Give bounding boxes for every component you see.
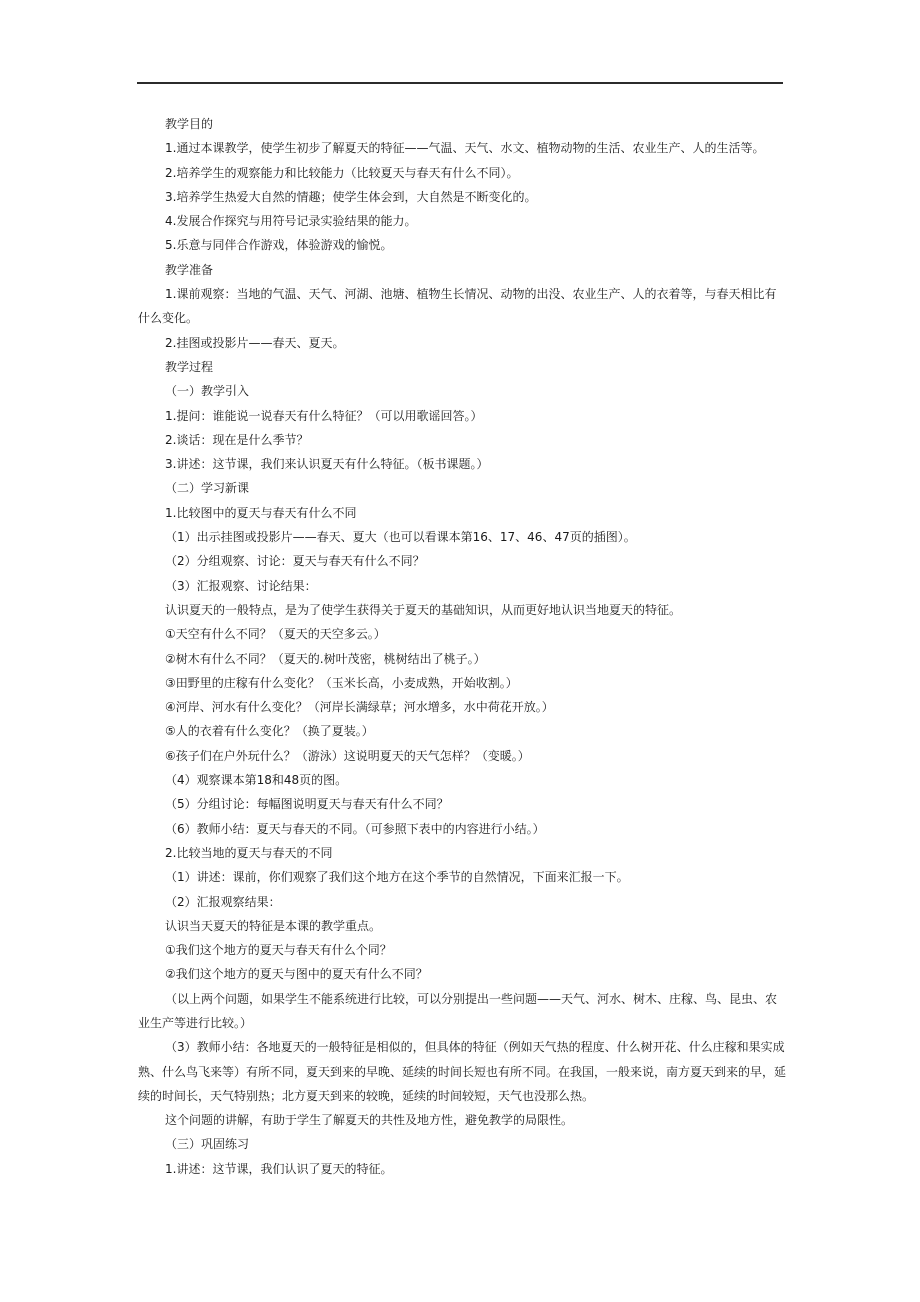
heading-teaching-prep: 教学准备 xyxy=(165,262,214,277)
section-new-lesson: （二）学习新课 xyxy=(165,481,250,496)
question-crops: ③田野里的庄稼有什么变化？（玉米长高，小麦成熟，开始收割。） xyxy=(165,675,518,690)
new-1-2: （2）分组观察、讨论：夏天与春天有什么不同？ xyxy=(165,554,425,569)
heading-teaching-process: 教学过程 xyxy=(165,359,214,374)
prep-1: 1.课前观察：当地的气温、天气、河湖、池塘、植物生长情况、动物的出没、农业生产、人的衣着等，与春天相比有什么变化。 xyxy=(138,287,777,326)
goal-3: 3.培养学生热爱大自然的情趣；使学生体会到，大自然是不断变化的。 xyxy=(165,189,537,204)
comparison-hint: （以上两个问题，如果学生不能系统进行比较，可以分别提出一些问题——天气、河水、树木、庄稼、鸟、昆虫、农业生产等进行比较。） xyxy=(138,991,778,1030)
intro-2: 2.谈话：现在是什么季节？ xyxy=(165,432,309,447)
intro-3: 3.讲述：这节课，我们来认识夏天有什么特征。（板书课题。） xyxy=(165,457,489,472)
intro-1: 1.提问：谁能说一说春天有什么特征？（可以用歌谣回答。） xyxy=(165,408,483,423)
document-body xyxy=(138,112,786,1181)
header-rule xyxy=(137,82,783,84)
new-1: 1.比较图中的夏天与春天有什么不同 xyxy=(165,505,357,520)
new-1-1: （1）出示挂图或投影片——春天、夏大（也可以看课本第16、17、46、47页的插图）。 xyxy=(165,530,636,545)
new-1-4: （4）观察课本第18和48页的图。 xyxy=(165,773,348,788)
goal-2: 2.培养学生的观察能力和比较能力（比较夏天与春天有什么不同）。 xyxy=(165,165,519,180)
goal-5: 5.乐意与同伴合作游戏，体验游戏的愉悦。 xyxy=(165,238,393,253)
summer-general-note: 认识夏天的一般特点，是为了使学生获得关于夏天的基础知识，从而更好地认识当地夏天的特征。 xyxy=(165,602,682,617)
prep-2: 2.挂图或投影片——春天、夏天。 xyxy=(165,335,345,350)
key-point-note: 认识当天夏天的特征是本课的教学重点。 xyxy=(165,918,382,933)
new-2-2: （2）汇报观察结果： xyxy=(165,894,281,909)
question-river: ④河岸、河水有什么变化？（河岸长满绿草；河水增多，水中荷花开放。） xyxy=(165,700,554,715)
question-clothing: ⑤人的衣着有什么变化？（换了夏装。） xyxy=(165,724,374,739)
question-trees: ②树木有什么不同？（夏天的.树叶茂密，桃树结出了桃子。） xyxy=(165,651,486,666)
section-practice: （三）巩固练习 xyxy=(165,1137,250,1152)
new-1-3: （3）汇报观察、讨论结果： xyxy=(165,578,317,593)
local-question-2: ②我们这个地方的夏天与图中的夏天有什么不同？ xyxy=(165,967,428,982)
goal-4: 4.发展合作探究与用符号记录实验结果的能力。 xyxy=(165,214,417,229)
goal-1: 1.通过本课教学，使学生初步了解夏天的特征——气温、天气、水文、植物动物的生活、农业生产、人的生活等。 xyxy=(165,141,765,156)
new-2-1: （1）讲述：课前，你们观察了我们这个地方在这个季节的自然情况，下面来汇报一下。 xyxy=(165,870,629,885)
new-1-5: （5）分组讨论：每幅图说明夏天与春天有什么不同？ xyxy=(165,797,449,812)
question-sky: ①天空有什么不同？（夏天的天空多云。） xyxy=(165,627,386,642)
new-2-3: （3）教师小结：各地夏天的一般特征是相似的，但具体的特征（例如天气热的程度、什么树开花、什么庄稼和果实成熟、什么鸟飞来等）有所不同，夏天到来的早晚、延续的时间长短也有所不同。在我国，一般来说，南方夏天到来的早，延续的时间长，天气特别热；北方夏天到来的较晚，延续的时间较短，天气也没那么热。 xyxy=(138,1040,787,1103)
explanation-note: 这个问题的讲解，有助于学生了解夏天的共性及地方性，避免教学的局限性。 xyxy=(165,1113,574,1128)
practice-1: 1.讲述：这节课，我们认识了夏天的特征。 xyxy=(165,1161,393,1176)
heading-teaching-goals: 教学目的 xyxy=(165,117,214,131)
question-children: ⑥孩子们在户外玩什么？（游泳）这说明夏天的天气怎样？（变暖。） xyxy=(165,748,530,763)
section-intro: （一）教学引入 xyxy=(165,384,250,399)
new-1-6: （6）教师小结：夏天与春天的不同。（可参照下表中的内容进行小结。） xyxy=(165,821,545,836)
local-question-1: ①我们这个地方的夏天与春天有什么个同？ xyxy=(165,943,392,958)
new-2: 2.比较当地的夏天与春天的不同 xyxy=(165,845,333,860)
